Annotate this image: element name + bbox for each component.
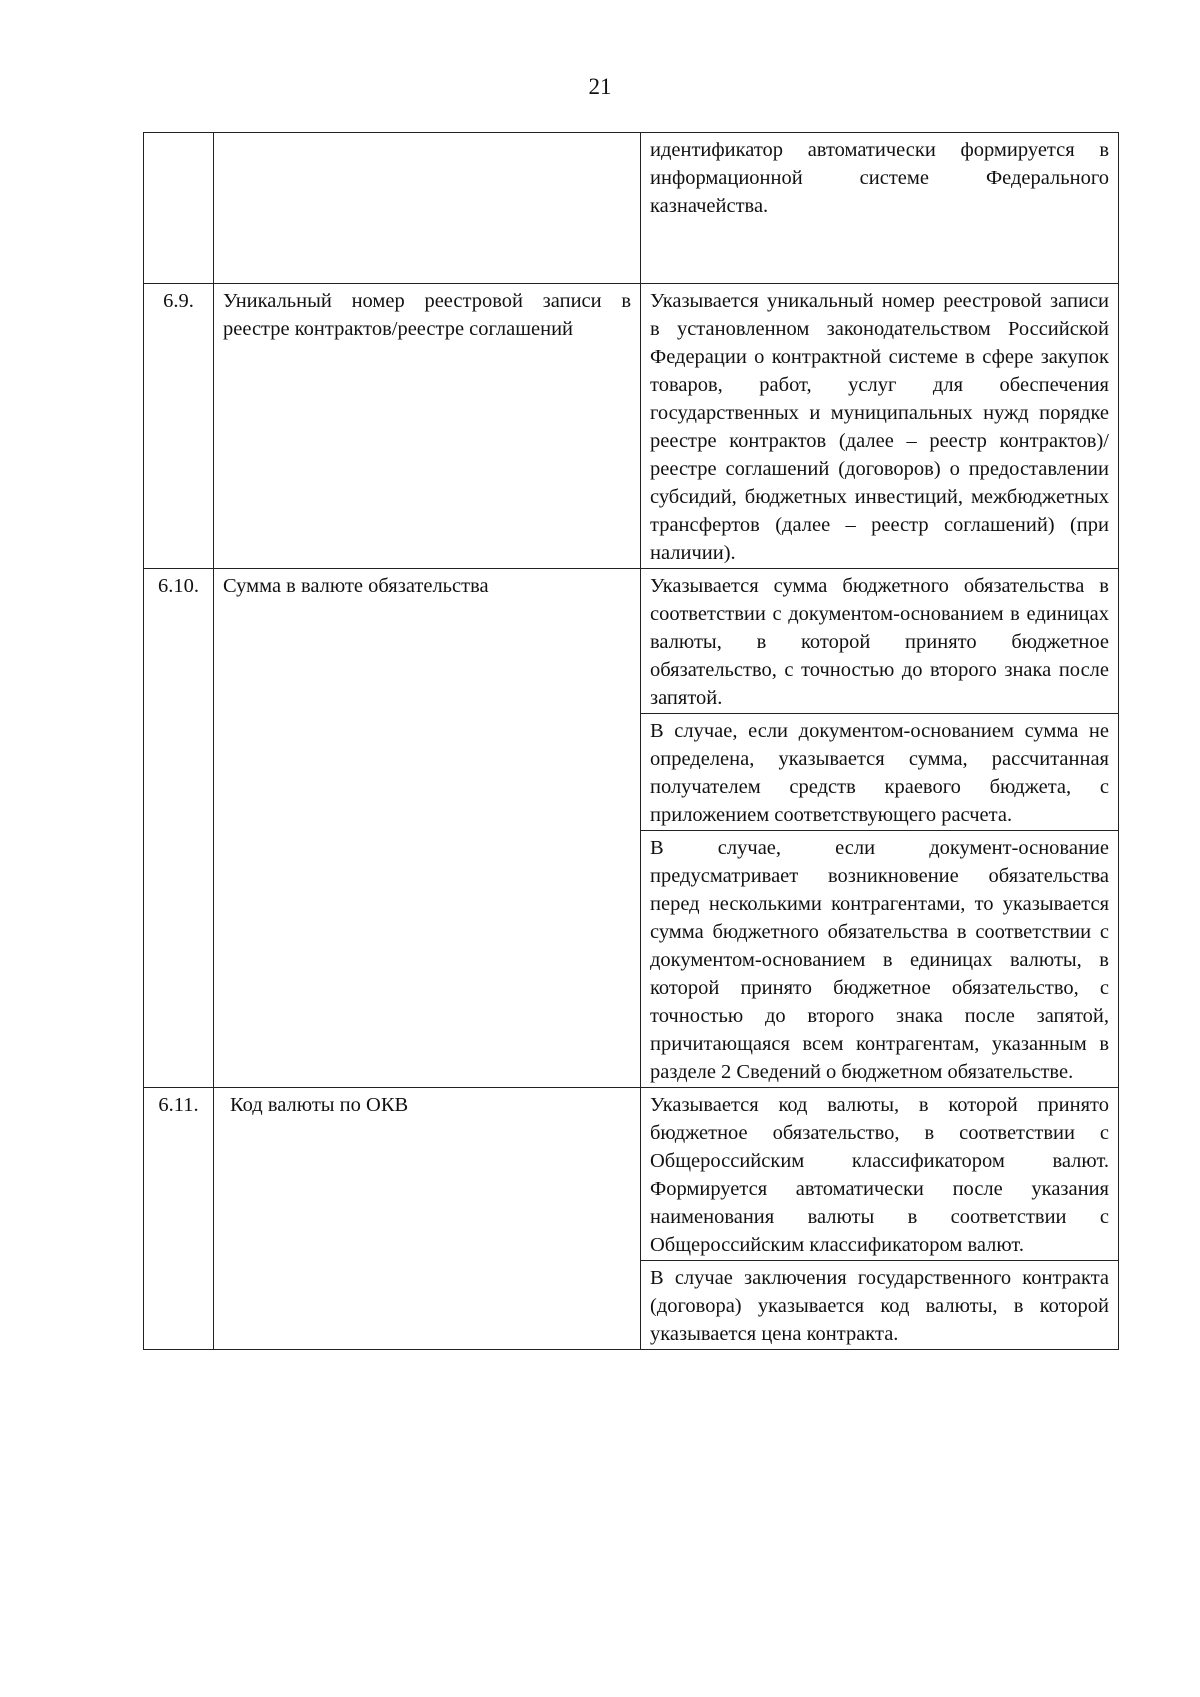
description-cell: Указывается код валюты, в которой принято бюджетное обязательство, в соответствии с Общероссийским классификатором валют. Формируется автоматически после указания наименования валюты в соответствии с Общероссийским классификатором валют.	[641, 1088, 1119, 1261]
field-name-cell: Код валюты по ОКВ	[214, 1088, 641, 1350]
description-cell: Указывается уникальный номер реестровой записи в установленном законодательством Российской Федерации о контрактной системе в сфере закупок товаров, работ, услуг для обеспечения государственных и муниципальных нужд порядке реестре контрактов (далее – реестр контрактов)/реестре соглашений (договоров) о предоставлении субсидий, бюджетных инвестиций, межбюджетных трансфертов (далее – реестр соглашений) (при наличии).	[641, 284, 1119, 569]
description-cell: Указывается сумма бюджетного обязательства в соответствии с документом-основанием в единицах валюты, в которой принято бюджетное обязательство, с точностью до второго знака после запятой.	[641, 569, 1119, 714]
table-row	[144, 133, 1119, 284]
field-name-cell: Сумма в валюте обязательства	[214, 569, 641, 1088]
requirements-table	[143, 132, 1119, 1350]
row-number-cell: 6.9.	[144, 284, 214, 569]
row-number-cell: 6.10.	[144, 569, 214, 1088]
description-cell: идентификатор автоматически формируется в информационной системе Федерального казначейства.	[641, 133, 1119, 284]
description-cell: В случае, если документ-основание предусматривает возникновение обязательства перед несколькими контрагентами, то указывается сумма бюджетного обязательства в соответствии с документом-основанием в единицах валюты, в которой принято бюджетное обязательство, с точностью до второго знака после запятой, причитающаяся всем контрагентам, указанным в разделе 2 Сведений о бюджетном обязательстве.	[641, 831, 1119, 1088]
table-row	[144, 284, 1119, 569]
page-number: 21	[588, 74, 612, 99]
row-number-cell: 6.11.	[144, 1088, 214, 1350]
field-name-cell	[214, 133, 641, 284]
row-number-cell	[144, 133, 214, 284]
description-cell: В случае, если документом-основанием сумма не определена, указывается сумма, рассчитанная получателем средств краевого бюджета, с приложением соответствующего расчета.	[641, 714, 1119, 831]
field-name-cell: Уникальный номер реестровой записи в реестре контрактов/реестре соглашений	[214, 284, 641, 569]
table-row	[144, 1088, 1119, 1261]
table-row	[144, 569, 1119, 714]
description-cell: В случае заключения государственного контракта (договора) указывается код валюты, в которой указывается цена контракта.	[641, 1261, 1119, 1350]
